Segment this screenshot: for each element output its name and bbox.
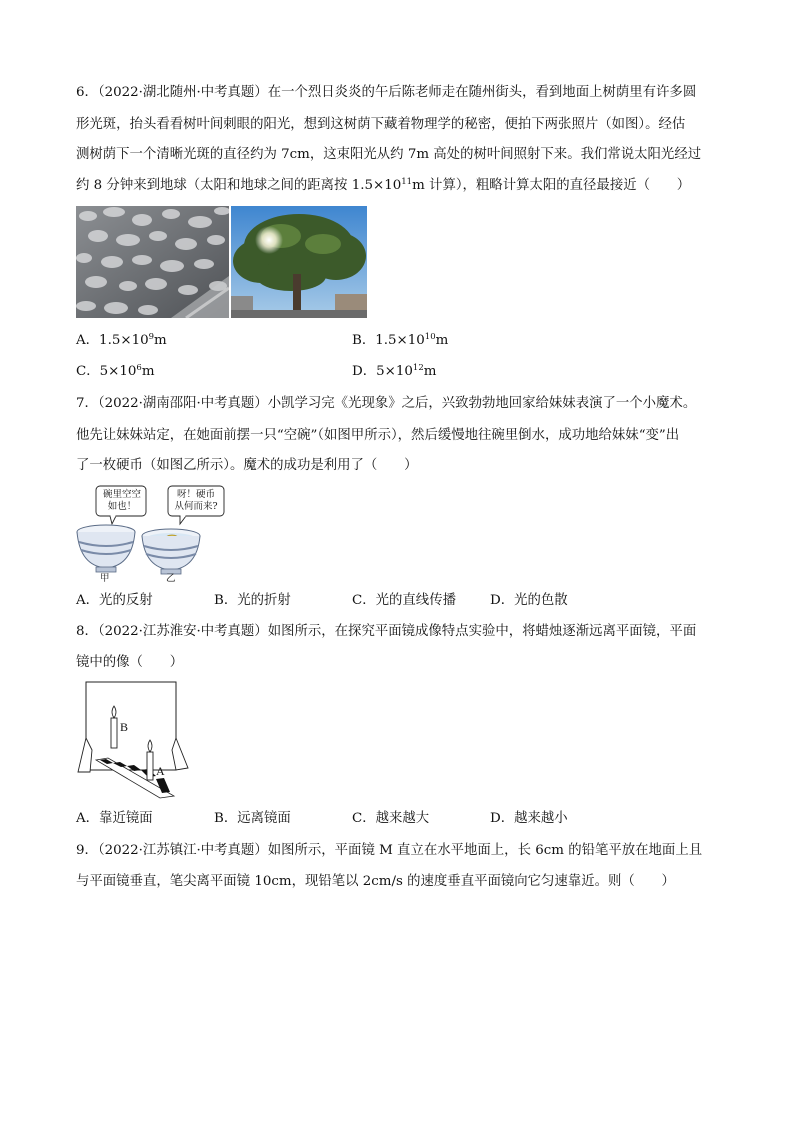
- empty-bowl: [77, 525, 135, 572]
- q8-text-line-2: 镜中的像（ ）: [76, 655, 184, 670]
- bubble1-line1: 碗里空空: [102, 489, 141, 500]
- tree-image: [231, 206, 367, 318]
- q7-option-d: D．光的色散: [490, 593, 568, 608]
- q8-option-b: B．远离镜面: [214, 811, 291, 826]
- bubble2-line1: 呀！硬币: [176, 489, 215, 500]
- q7-option-a: A．光的反射: [76, 593, 153, 608]
- q8-option-c: C．越来越大: [352, 811, 430, 826]
- q9-text-line-1: 9．（2022·江苏镇江·中考真题）如图所示，平面镜 M 直立在水平地面上，长 6cm 的铅笔平放在地面上且: [76, 843, 703, 858]
- q6-option-a: A．$1.5\times 10^9m$: [76, 332, 167, 348]
- q9-text-line-2: 与平面镜垂直，笔尖离平面镜 10cm，现铅笔以 2cm/s 的速度垂直平面镜向它匀速靠近。则（ ）: [76, 874, 675, 889]
- figure-label-yi: 乙: [166, 573, 176, 584]
- bowl-with-coin: [142, 529, 200, 574]
- q8-text-line-1: 8．（2022·江苏淮安·中考真题）如图所示，在探究平面镜成像特点实验中，将蜡烛逐渐远离平面镜，平面: [76, 624, 697, 639]
- candle-label-a: A: [156, 764, 165, 778]
- bubble2-line2: 从何而来?: [174, 501, 218, 512]
- q7-text-line-1: 7．（2022·湖南邵阳·中考真题）小凯学习完《光现象》之后，兴致勃勃地回家给妹妹表演了一个小魔术。: [76, 396, 697, 411]
- q6-text-line-1: 6．（2022·湖北随州·中考真题）在一个烈日炎炎的午后陈老师走在随州街头，看到地面上树荫里有许多圆: [76, 85, 697, 100]
- mirror-candles-illustration: [76, 680, 196, 800]
- q6-photo-tree-sunlight: [231, 206, 367, 318]
- figure-label-jia: 甲: [100, 573, 110, 584]
- q7-option-b: B．光的折射: [214, 593, 291, 608]
- q6-option-b: B．$1.5\times 10^{10}m$: [352, 332, 449, 348]
- q6-text-line-2: 形光斑，抬头看看树叶间刺眼的阳光，想到这树荫下藏着物理学的秘密，便拍下两张照片（如图）。经估: [76, 117, 686, 132]
- bubble1-line2: 如也！: [107, 501, 137, 512]
- q6-option-c: C．$5\times 10^6m$: [76, 363, 155, 379]
- q7-text-line-3: 了一枚硬币（如图乙所示）。魔术的成功是利用了（ ）: [76, 458, 418, 473]
- candle-label-b: B: [120, 720, 129, 734]
- q7-figure-bowls: [76, 484, 236, 584]
- q7-option-c: C．光的直线传播: [352, 593, 456, 608]
- q8-option-d: D．越来越小: [490, 811, 568, 826]
- q8-option-a: A．靠近镜面: [76, 811, 153, 826]
- q6-option-d: D．$5\times 10^{12}m$: [352, 363, 437, 379]
- q6-text-line-4: 约 8 分钟来到地球（太阳和地球之间的距离按 $1.5\times 10^{11}m$ 计算），粗略计算太阳的直径最接近（ ）: [76, 177, 691, 193]
- q6-text-line-3: 测树荫下一个清晰光斑的直径约为 7cm，这束阳光从约 7m 高处的树叶间照射下来。我们常说太阳光经过: [76, 147, 702, 162]
- light-spots-image: [76, 206, 229, 318]
- q6-photo-ground-light-spots: [76, 206, 229, 318]
- q7-text-line-2: 他先让妹妹站定，在她面前摆一只“空碗”（如图甲所示），然后缓慢地往碗里倒水，成功地给妹妹“变”出: [76, 428, 680, 443]
- q8-figure-mirror-candles: [76, 680, 196, 800]
